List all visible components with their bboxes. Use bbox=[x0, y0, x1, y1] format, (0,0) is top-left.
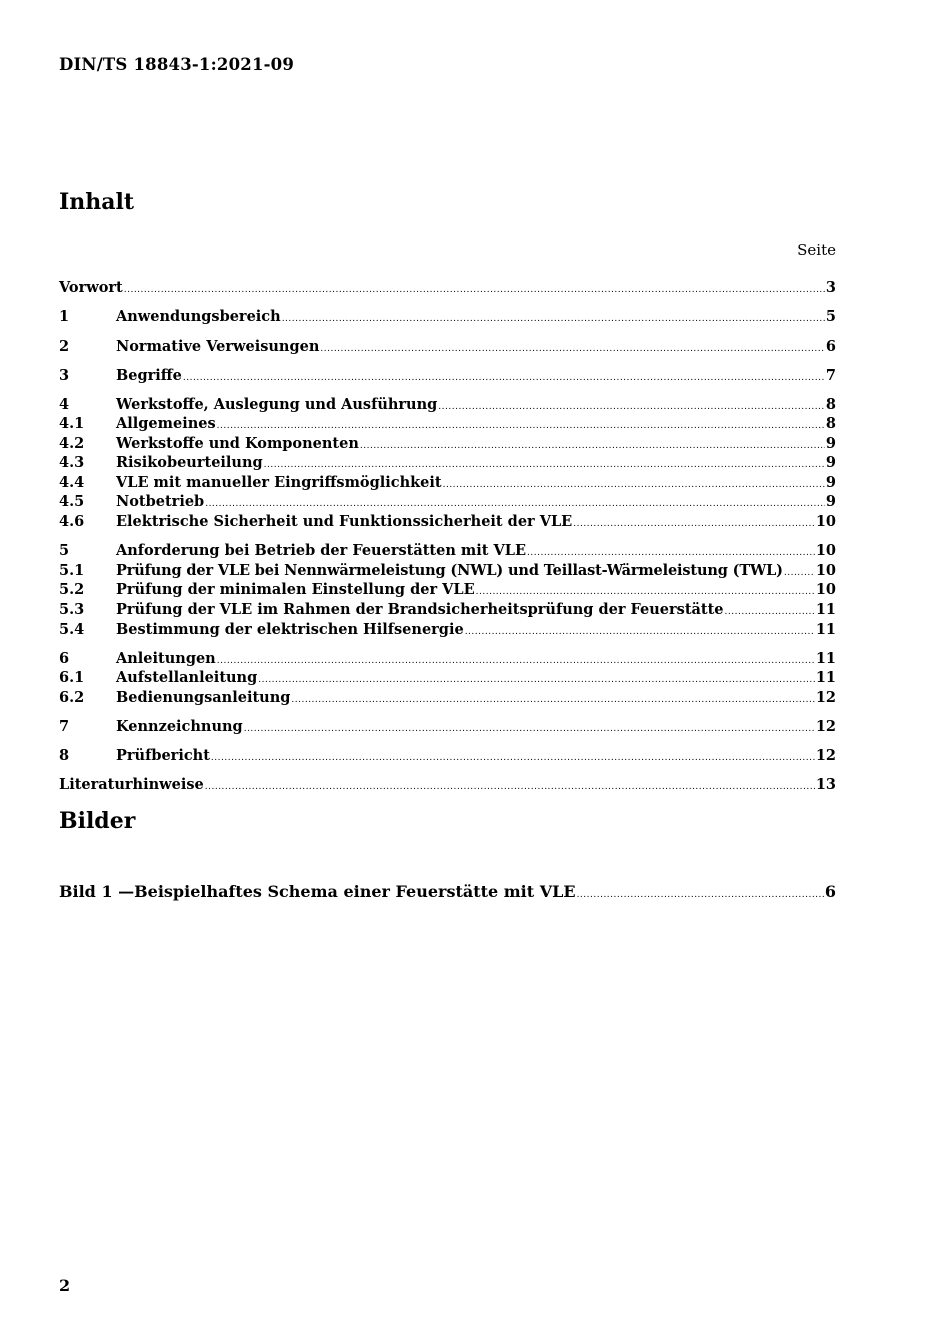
dot-leader bbox=[264, 460, 825, 470]
toc-entry-page: 9 bbox=[825, 474, 836, 491]
toc-entry-page: 3 bbox=[825, 279, 836, 296]
toc-entry-number: 5 bbox=[59, 542, 70, 559]
dot-leader bbox=[577, 890, 824, 900]
toc-entry-number: 4.6 bbox=[59, 513, 85, 530]
dot-leader bbox=[784, 568, 815, 578]
dot-leader bbox=[465, 627, 815, 637]
toc-entry-number: 6.1 bbox=[59, 669, 85, 686]
toc-entry-page: 9 bbox=[825, 435, 836, 452]
toc-entry[interactable] bbox=[59, 308, 836, 328]
toc-entry-title: Elektrische Sicherheit und Funktionssicherheit der VLE bbox=[116, 513, 573, 530]
toc-entry[interactable] bbox=[59, 454, 836, 474]
dot-leader bbox=[443, 480, 825, 490]
dot-leader bbox=[573, 519, 815, 529]
dot-leader bbox=[360, 441, 825, 451]
dot-leader bbox=[320, 344, 825, 354]
toc-entry[interactable] bbox=[59, 669, 836, 689]
toc-entry-title: Prüfung der VLE im Rahmen der Brandsicherheitsprüfung der Feuerstätte bbox=[116, 601, 724, 618]
toc-entry-title: Prüfung der minimalen Einstellung der VLE bbox=[116, 581, 475, 598]
toc-entry-number: 1 bbox=[59, 308, 70, 325]
toc-entry-title: Aufstellanleitung bbox=[116, 669, 258, 686]
toc-entry-title: Kennzeichnung bbox=[116, 718, 243, 735]
toc-entry[interactable] bbox=[59, 415, 836, 435]
dot-leader bbox=[124, 285, 825, 295]
toc-entry-page: 8 bbox=[825, 396, 836, 413]
toc-entry[interactable] bbox=[59, 474, 836, 494]
toc-entry-title: Vorwort bbox=[59, 279, 123, 296]
dot-leader bbox=[291, 695, 814, 705]
toc-entry[interactable] bbox=[59, 621, 836, 641]
toc-entry-page: 11 bbox=[815, 621, 836, 638]
toc-entry[interactable] bbox=[59, 396, 836, 416]
dot-leader bbox=[183, 373, 825, 383]
toc-entry-page: 7 bbox=[825, 367, 836, 384]
toc-entry-number: 4.4 bbox=[59, 474, 85, 491]
contents-heading: Inhalt bbox=[59, 189, 135, 215]
toc-entry[interactable] bbox=[59, 338, 836, 358]
toc-entry-page: 5 bbox=[825, 308, 836, 325]
toc-entry[interactable] bbox=[59, 493, 836, 513]
toc-entry-number: 4.2 bbox=[59, 435, 85, 452]
toc-entry-title: Bedienungsanleitung bbox=[116, 689, 291, 706]
toc-entry-number: 8 bbox=[59, 747, 70, 764]
toc-entry-page: 11 bbox=[815, 669, 836, 686]
toc-entry[interactable] bbox=[59, 718, 836, 738]
toc-entry[interactable] bbox=[59, 542, 836, 562]
toc-entry-page: 13 bbox=[815, 776, 836, 793]
toc-entry-number: 5.1 bbox=[59, 562, 85, 579]
toc-entry-page: 10 bbox=[815, 562, 836, 579]
toc-entry-page: 10 bbox=[815, 542, 836, 559]
toc-entry-title: Notbetrieb bbox=[116, 493, 205, 510]
figure-entry-title: Bild 1 —Beispielhaftes Schema einer Feuerstätte mit VLE bbox=[59, 882, 576, 901]
toc-entry-page: 9 bbox=[825, 493, 836, 510]
dot-leader bbox=[217, 656, 815, 666]
dot-leader bbox=[527, 548, 815, 558]
toc-entry-title: Begriffe bbox=[116, 367, 182, 384]
toc-entry[interactable] bbox=[59, 747, 836, 767]
toc-entry-number: 4.1 bbox=[59, 415, 85, 432]
toc-entry-title: VLE mit manueller Eingriffsmöglichkeit bbox=[116, 474, 442, 491]
toc-entry-number: 5.3 bbox=[59, 601, 85, 618]
dot-leader bbox=[476, 587, 815, 597]
toc-entry-title: Anwendungsbereich bbox=[116, 308, 281, 325]
toc-entry-title: Werkstoffe, Auslegung und Ausführung bbox=[116, 396, 438, 413]
toc-entry-number: 3 bbox=[59, 367, 70, 384]
figure-entry[interactable] bbox=[59, 882, 836, 904]
toc-entry[interactable] bbox=[59, 279, 836, 299]
toc-entry-title: Werkstoffe und Komponenten bbox=[116, 435, 359, 452]
toc-entry[interactable] bbox=[59, 562, 836, 582]
toc-entry[interactable] bbox=[59, 689, 836, 709]
page-number: 2 bbox=[59, 1276, 71, 1295]
toc-entry-title: Prüfbericht bbox=[116, 747, 210, 764]
dot-leader bbox=[282, 314, 825, 324]
toc-entry-page: 9 bbox=[825, 454, 836, 471]
toc-entry-number: 4 bbox=[59, 396, 70, 413]
dot-leader bbox=[211, 753, 815, 763]
dot-leader bbox=[205, 499, 825, 509]
dot-leader bbox=[438, 402, 825, 412]
toc-entry-title: Bestimmung der elektrischen Hilfsenergie bbox=[116, 621, 464, 638]
toc-entry-number: 2 bbox=[59, 338, 70, 355]
toc-entry[interactable] bbox=[59, 650, 836, 670]
toc-entry[interactable] bbox=[59, 776, 836, 796]
dot-leader bbox=[258, 675, 815, 685]
toc-entry-title: Literaturhinweise bbox=[59, 776, 204, 793]
figures-heading: Bilder bbox=[59, 808, 136, 834]
figure-entry-page: 6 bbox=[824, 882, 836, 901]
toc-entry-page: 10 bbox=[815, 581, 836, 598]
toc-entry-title: Prüfung der VLE bei Nennwärmeleistung (NWL) und Teillast-Wärmeleistung (TWL) bbox=[116, 562, 783, 579]
toc-entry-page: 12 bbox=[815, 689, 836, 706]
toc-entry-title: Risikobeurteilung bbox=[116, 454, 263, 471]
toc-entry-page: 12 bbox=[815, 747, 836, 764]
dot-leader bbox=[217, 421, 825, 431]
toc-entry-number: 7 bbox=[59, 718, 70, 735]
toc-entry[interactable] bbox=[59, 601, 836, 621]
toc-entry-title: Anleitungen bbox=[116, 650, 216, 667]
dot-leader bbox=[244, 724, 815, 734]
toc-entry-number: 5.4 bbox=[59, 621, 85, 638]
toc-entry-page: 6 bbox=[825, 338, 836, 355]
toc-entry-number: 4.5 bbox=[59, 493, 85, 510]
toc-entry-title: Normative Verweisungen bbox=[116, 338, 320, 355]
toc-entry-page: 8 bbox=[825, 415, 836, 432]
toc-entry-page: 12 bbox=[815, 718, 836, 735]
toc-entry-title: Allgemeines bbox=[116, 415, 216, 432]
toc-entry[interactable] bbox=[59, 581, 836, 601]
toc-entry-number: 5.2 bbox=[59, 581, 85, 598]
toc-entry-title: Anforderung bei Betrieb der Feuerstätten mit VLE bbox=[116, 542, 527, 559]
toc-entry-page: 10 bbox=[815, 513, 836, 530]
toc-entry-page: 11 bbox=[815, 650, 836, 667]
toc-entry[interactable] bbox=[59, 367, 836, 387]
dot-leader bbox=[205, 782, 815, 792]
toc-entry-page: 11 bbox=[815, 601, 836, 618]
toc-entry-number: 4.3 bbox=[59, 454, 85, 471]
toc-entry-number: 6 bbox=[59, 650, 70, 667]
toc-entry[interactable] bbox=[59, 435, 836, 455]
toc-entry-number: 6.2 bbox=[59, 689, 85, 706]
page-column-label: Seite bbox=[797, 241, 836, 259]
toc-entry[interactable] bbox=[59, 513, 836, 533]
document-id: DIN/TS 18843-1:2021-09 bbox=[59, 55, 295, 74]
dot-leader bbox=[725, 607, 815, 617]
